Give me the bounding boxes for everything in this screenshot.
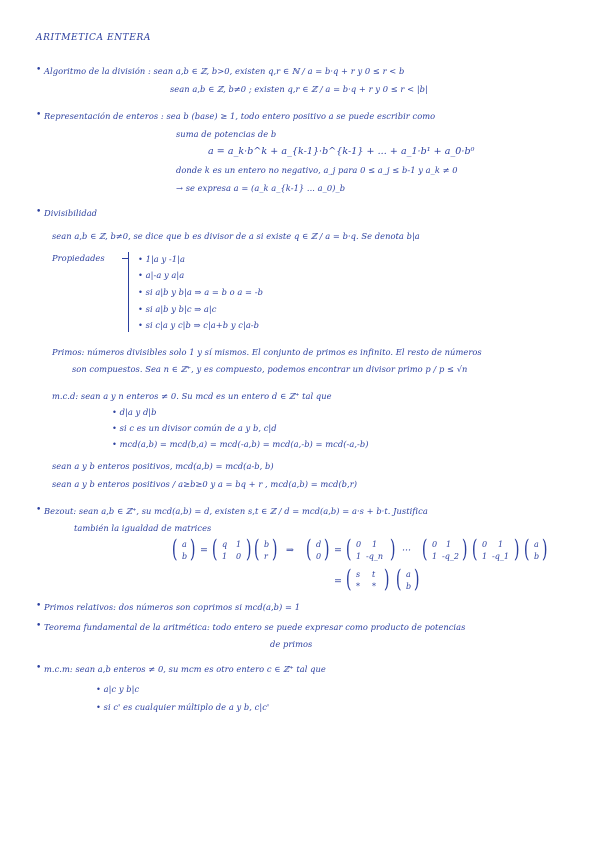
mcd-property-1: • d|a y d|b: [112, 407, 157, 417]
matrix-cell: 1: [236, 540, 242, 549]
paren-left: (: [171, 535, 178, 563]
matrix-cell: 0: [316, 552, 322, 561]
bullet-dot: •: [36, 505, 42, 515]
page-title: ARITMETICA ENTERA: [36, 33, 151, 43]
matrix-cell: 1: [356, 552, 362, 561]
paren-right: ): [323, 535, 330, 563]
property-5: • si c|a y c|b ⇒ c|a+b y c|a-b: [138, 320, 260, 330]
property-3: • si a|b y b|a ⇒ a = b o a = -b: [138, 287, 263, 297]
paren-right: ): [245, 535, 252, 563]
section-divisibilidad: Divisibilidad: [44, 208, 98, 218]
matrix-cell: *: [356, 582, 360, 591]
paren-right: ): [389, 535, 396, 563]
paren-left: (: [211, 535, 218, 563]
matrix-cell: -q_n: [366, 552, 383, 561]
property-1: • 1|a y -1|a: [138, 254, 185, 264]
line-representation-where: donde k es un entero no negativo, a_j para 0 ≤ a_j ≤ b-1 y a_k ≠ 0: [176, 165, 458, 175]
matrix-cell: q: [222, 540, 228, 549]
brace-line: [128, 252, 130, 332]
equals-sign: =: [334, 576, 342, 587]
matrix-cell: 1: [222, 552, 228, 561]
matrix-cell: 1: [372, 540, 378, 549]
paren-left: (: [421, 535, 428, 563]
line-mcd-euclid: sean a y b enteros positivos / a≥b≥0 y a = bq + r , mcd(a,b) = mcd(b,r): [52, 479, 358, 489]
implies-sign: ⇒: [286, 545, 294, 556]
matrix-cell: t: [372, 570, 376, 579]
mcm-property-1: • a|c y b|c: [96, 684, 140, 694]
matrix-cell: a: [534, 540, 539, 549]
line-representation-expressed: → se expresa a = (a_k a_{k-1} ... a_0)_b: [176, 183, 346, 193]
bullet-dot: •: [36, 621, 42, 631]
paren-right: ): [541, 535, 548, 563]
equals-sign: =: [334, 545, 342, 556]
paren-left: (: [523, 535, 530, 563]
matrix-cell: b: [534, 552, 540, 561]
mcm-property-2: • si c' es cualquier múltiplo de a y b, c|c': [96, 702, 270, 712]
matrix-cell: 0: [482, 540, 488, 549]
paren-left: (: [345, 535, 352, 563]
line-bezout: Bezout: sean a,b ∈ ℤ⁺, su mcd(a,b) = d, existen s,t ∈ ℤ / d = mcd(a,b) = a·s + b·t. Justifica: [44, 506, 428, 516]
paren-right: ): [383, 565, 390, 593]
property-2: • a|-a y a|a: [138, 270, 185, 280]
paren-left: (: [395, 565, 402, 593]
matrix-cell: b: [182, 552, 188, 561]
bullet-dot: •: [36, 207, 42, 217]
label-propiedades: Propiedades: [52, 253, 105, 263]
bullet-dot: •: [36, 663, 42, 673]
paren-left: (: [471, 535, 478, 563]
paren-left: (: [345, 565, 352, 593]
matrix-cell: s: [356, 570, 361, 579]
paren-right: ): [413, 565, 420, 593]
mcd-property-2: • si c es un divisor común de a y b, c|d: [112, 423, 277, 433]
matrix-cell: d: [316, 540, 322, 549]
matrix-cell: -q_1: [492, 552, 509, 561]
line-bezout-cont: también la igualdad de matrices: [74, 523, 212, 533]
matrix-cell: 0: [432, 540, 438, 549]
formula-representation: a = a_k·b^k + a_{k-1}·b^{k-1} + ... + a_1·b¹ + a_0·b⁰: [208, 146, 475, 157]
line-representation-cont: suma de potencias de b: [176, 129, 277, 139]
matrix-cell: b: [406, 582, 412, 591]
line-mcd-subtraction: sean a y b enteros positivos, mcd(a,b) = mcd(a-b, b): [52, 461, 274, 471]
line-divisor-definition: sean a,b ∈ ℤ, b≠0, se dice que b es divisor de a si existe q ∈ ℤ / a = b·q. Se denota b|a: [52, 231, 420, 241]
matrix-cell: 1: [498, 540, 504, 549]
matrix-cell: r: [264, 552, 268, 561]
paren-left: (: [253, 535, 260, 563]
line-division-integer: sean a,b ∈ ℤ, b≠0 ; existen q,r ∈ ℤ / a = b·q + r y 0 ≤ r < |b|: [170, 84, 428, 94]
paren-left: (: [305, 535, 312, 563]
line-mcm: m.c.m: sean a,b enteros ≠ 0, su mcm es otro entero c ∈ ℤ⁺ tal que: [44, 664, 326, 674]
matrix-cell: 1: [432, 552, 438, 561]
bullet-dot: •: [36, 601, 42, 611]
line-primes: Primos: números divisibles solo 1 y sí mismos. El conjunto de primos es infinito. El resto de números: [52, 347, 482, 357]
matrix-cell: 0: [236, 552, 242, 561]
dots: ···: [402, 545, 412, 556]
matrix-cell: a: [406, 570, 411, 579]
paren-right: ): [271, 535, 278, 563]
paren-right: ): [513, 535, 520, 563]
matrix-cell: 1: [482, 552, 488, 561]
line-coprimes: Primos relativos: dos números son coprimos si mcd(a,b) = 1: [44, 602, 301, 612]
line-representation: Representación de enteros : sea b (base) ≥ 1, todo entero positivo a se puede escribir como: [44, 111, 436, 121]
bullet-dot: •: [36, 65, 42, 75]
matrix-cell: 1: [446, 540, 452, 549]
line-fundamental-theorem-cont: de primos: [270, 639, 313, 649]
bullet-dot: •: [36, 110, 42, 120]
property-4: • si a|b y b|c ⇒ a|c: [138, 304, 217, 314]
matrix-cell: b: [264, 540, 270, 549]
line-primes-cont: son compuestos. Sea n ∈ ℤ⁺, y es compuesto, podemos encontrar un divisor primo p / p ≤ √n: [72, 364, 468, 374]
line-fundamental-theorem: Teorema fundamental de la aritmética: todo entero se puede expresar como producto de potencias: [44, 622, 466, 632]
paren-right: ): [461, 535, 468, 563]
paren-right: ): [189, 535, 196, 563]
line-division-natural: Algoritmo de la división : sean a,b ∈ ℤ, b>0, existen q,r ∈ ℕ / a = b·q + r y 0 ≤ r < b: [44, 66, 405, 76]
matrix-cell: *: [372, 582, 376, 591]
brace-tip: [122, 258, 128, 259]
matrix-cell: 0: [356, 540, 362, 549]
equals-sign: =: [200, 545, 208, 556]
matrix-cell: -q_2: [442, 552, 459, 561]
mcd-property-3: • mcd(a,b) = mcd(b,a) = mcd(-a,b) = mcd(a,-b) = mcd(-a,-b): [112, 439, 369, 449]
line-mcd: m.c.d: sean a y n enteros ≠ 0. Su mcd es un entero d ∈ ℤ⁺ tal que: [52, 391, 332, 401]
matrix-cell: a: [182, 540, 187, 549]
